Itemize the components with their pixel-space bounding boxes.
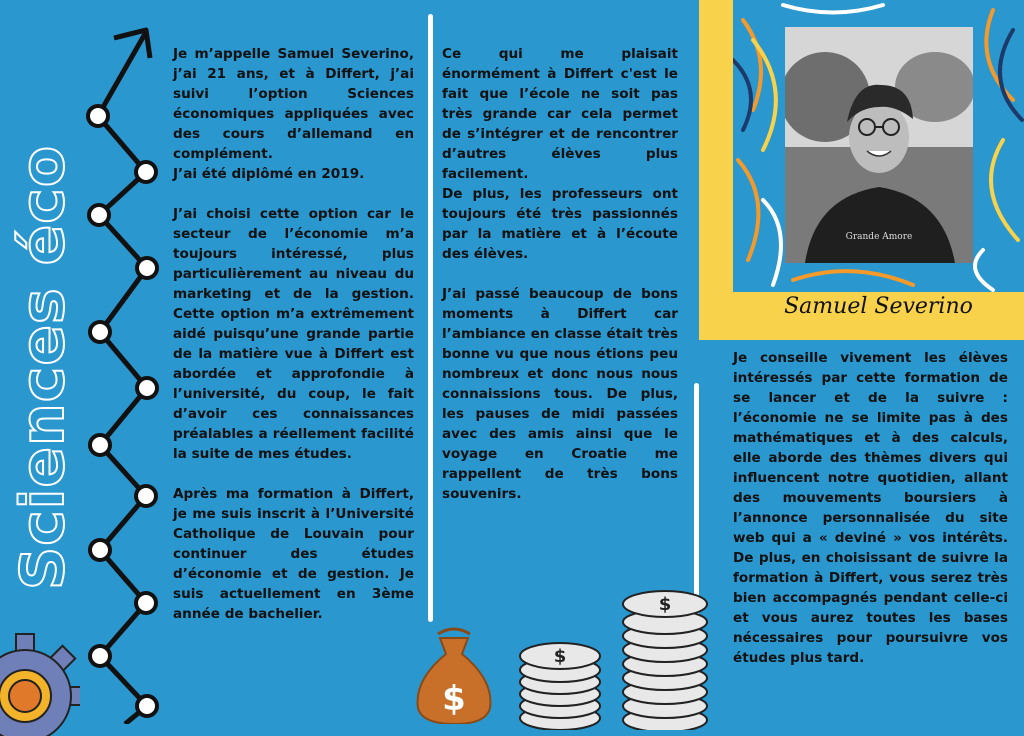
portrait-photo [785,27,973,263]
divider-line [428,14,433,622]
paragraph: J’ai choisi cette option car le secteur de l’économie m’a toujours intéressé, plus particulièrement au niveau du marketing et de la gestion. Cette option m’a extrêmement aidé puisqu’une grande partie de la matière vue à Differt est abordée et approfondie à l’université, du coup, le fait d’avoir ces connaissances préalables a réellement facilité la suite de mes études. [173,206,414,462]
text-column-2 [442,44,678,504]
zigzag-node [89,205,109,225]
shirt-text: Grande Amore [845,232,913,242]
zigzag-node [136,593,156,613]
paragraph: Je conseille vivement les élèves intéressés par cette formation de se lancer et de la suivre : l’économie ne se limite pas à des mathématiques et à des calculs, elle aborde des thèmes divers qui influencent notre quotidien, allant des mouvements boursiers à l’annonce personnalisée du site web qui a « deviné » vos intérêts. De plus, en choisissant de suivre la formation à Differt, vous serez très bien accompagnés pendant celle-ci et vous aurez toutes les bases nécessaires pour poursuivre vos études plus tard. [733,350,1008,666]
gear-icon [0,626,80,736]
text-column-3 [733,348,1008,668]
arrow-shaft [98,32,146,116]
coin-stacks-graphic [510,590,710,730]
zigzag-node [90,322,110,342]
text-column-1 [173,44,414,624]
svg-text:$: $ [553,646,567,667]
zigzag-node [136,162,156,182]
zigzag-node [90,646,110,666]
paragraph: Ce qui me plaisait énormément à Differt c'est le fait que l’école ne soit pas très grande car cela permet de s’intégrer et de rencontrer d’autres élèves plus facilement. [442,46,678,182]
zigzag-node [90,435,110,455]
paragraph: De plus, les professeurs ont toujours été très passionnés par la matière et à l’écoute des élèves. [442,186,678,262]
svg-text:$: $ [442,679,466,719]
paragraph: J’ai été diplômé en 2019. [173,166,365,182]
zigzag-node [137,378,157,398]
zigzag-node [137,258,157,278]
zigzag-node [136,486,156,506]
page-title: Sciences éco [8,144,78,590]
zigzag-node [88,106,108,126]
paragraph: Après ma formation à Differt, je me suis inscrit à l’Université Catholique de Louvain pour continuer des études d’économie et de gestion. Je suis actuellement en 3ème année de bachelier. [173,486,414,622]
zigzag-node [90,540,110,560]
svg-text:$: $ [658,594,672,615]
zigzag-node [137,696,157,716]
paragraph: Je m’appelle Samuel Severino, j’ai 21 ans, et à Differt, j’ai suivi l’option Sciences économiques appliquées avec des cours d’allemand en complément. [173,46,414,162]
paragraph: J’ai passé beaucoup de bons moments à Differt car l’ambiance en classe était très bonne vu que nous étions peu nombreux et donc nous nous connaissions tous. De plus, les pauses de midi passées avec des amis ainsi que le voyage en Croatie me rappellent de très bons souvenirs. [442,286,678,502]
photo-caption: Samuel Severino [784,294,973,319]
money-bag-icon [410,624,500,724]
